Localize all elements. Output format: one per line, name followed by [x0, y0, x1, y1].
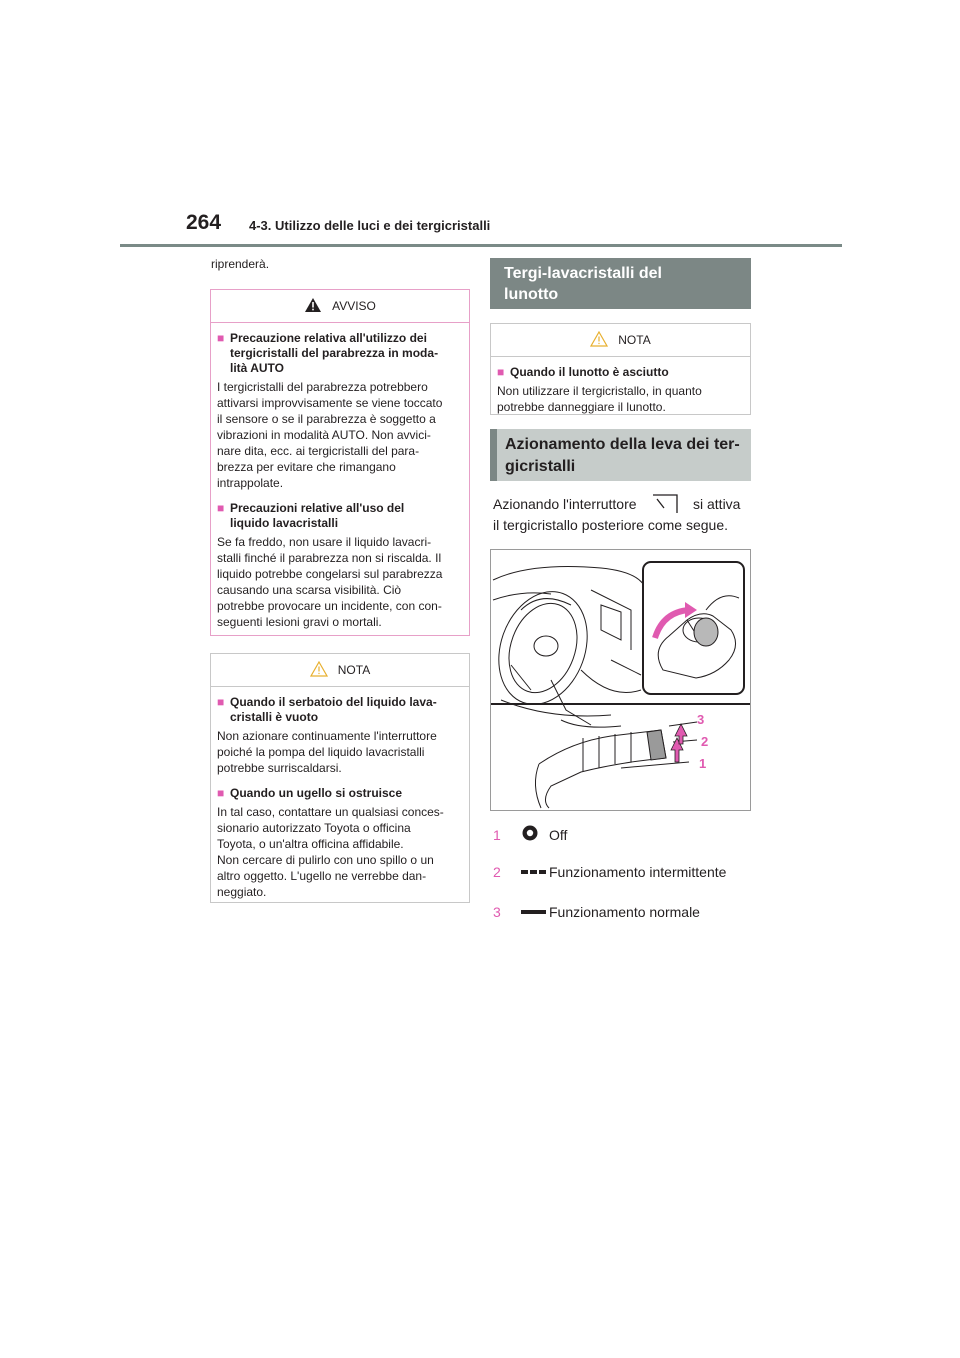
square-bullet-icon: ■ — [217, 695, 225, 709]
warning-item-text: Se fa freddo, non usare il liquido lavacri- stalli finché il parabrezza non si riscalda. Il liquido potrebbe congelarsi sul parabrezza causando una scarsa visibilità. Ciò potrebbe provocare un incidente, con con- seguenti lesioni gravi o mortali. — [217, 535, 443, 629]
note-box-header — [491, 324, 750, 357]
warning-box — [210, 289, 470, 636]
figure-label-1: 1 — [699, 756, 707, 771]
note-box-right — [490, 323, 751, 415]
figure-label-3: 3 — [697, 712, 705, 727]
square-bullet-icon: ■ — [217, 786, 225, 800]
legend-label: Funzionamento normale — [549, 904, 700, 920]
warning-item-title: ■ Precauzioni relative all'uso del liquido lavacristalli — [217, 501, 405, 530]
legend-label: Funzionamento intermittente — [549, 864, 727, 880]
note-item-title: ■ Quando il lunotto è asciutto — [497, 365, 669, 379]
note-box-title: NOTA — [337, 663, 371, 677]
chapter-title: 4-3. Utilizzo delle luci e dei tergicristalli — [249, 218, 491, 233]
lead-text: riprenderà. — [211, 257, 270, 271]
body-text-line1: Azionando l'interruttore si attiva — [493, 496, 753, 512]
legend-row-intermittent — [493, 864, 726, 880]
wiper-lever-illustration — [491, 550, 750, 810]
legend-number: 3 — [493, 904, 501, 920]
note-box-title: NOTA — [618, 333, 651, 347]
square-bullet-icon: ■ — [217, 331, 225, 345]
legend-number: 1 — [493, 826, 501, 843]
legend-label: Off — [549, 826, 568, 843]
note-item-text: In tal caso, contattare un qualsiasi conces- sionario autorizzato Toyota o officina Toyota, o un'altra officina affidabile. Non cercare di pulirlo con uno spillo o un altro oggetto. L'ugello ne verrebbe dan- neggiato. — [217, 805, 444, 899]
note-item-title: ■ Quando un ugello si ostruisce — [217, 786, 403, 800]
note-item-title: ■ Quando il serbatoio del liquido lava- cristalli è vuoto — [217, 695, 437, 724]
rear-wiper-switch-icon — [651, 493, 679, 518]
caution-outline-icon — [590, 331, 608, 350]
subsection-heading: Azionamento della leva dei ter- gicristalli — [490, 429, 751, 481]
warning-item-text: I tergicristalli del parabrezza potrebbero attivarsi improvvisamente se viene toccato il sensore o se il parabrezza è soggetto a vibrazioni in modalità AUTO. Non avvici- nare dita, ecc. ai tergicristalli del para- brezza per evitare che rimangano intrappolate. — [217, 380, 443, 490]
body-text-line2: il tergicristallo posteriore come segue. — [493, 517, 728, 533]
note-box-header — [211, 654, 469, 687]
note-box-body — [211, 687, 469, 906]
page-number: 264 — [186, 211, 222, 234]
off-circle-icon — [521, 824, 549, 845]
square-bullet-icon: ■ — [217, 501, 225, 515]
legend-row-off — [493, 824, 567, 845]
warning-triangle-icon — [304, 297, 322, 316]
continuous-bar-icon — [521, 904, 549, 920]
warning-box-body — [211, 323, 469, 636]
wiper-lever-figure — [490, 549, 751, 811]
warning-box-title: AVVISO — [332, 299, 376, 313]
square-bullet-icon: ■ — [497, 365, 505, 379]
warning-box-header — [211, 290, 469, 323]
intermittent-dashes-icon — [521, 864, 549, 880]
header-rule — [120, 244, 842, 247]
legend-row-normal — [493, 904, 700, 920]
note-item-text: Non utilizzare il tergicristallo, in quanto potrebbe danneggiare il lunotto. — [497, 384, 702, 414]
legend-number: 2 — [493, 864, 501, 880]
note-box-body — [491, 357, 750, 421]
caution-outline-icon — [310, 661, 328, 680]
note-box — [210, 653, 470, 903]
figure-label-2: 2 — [701, 734, 709, 749]
warning-item-title: ■ Precauzione relativa all'utilizzo dei tergicristalli del parabrezza in moda- lità AUTO — [217, 331, 439, 375]
section-heading: Tergi-lavacristalli del lunotto — [490, 258, 751, 309]
note-item-text: Non azionare continuamente l'interruttore poiché la pompa del liquido lavacristalli potrebbe surriscaldarsi. — [217, 729, 437, 775]
